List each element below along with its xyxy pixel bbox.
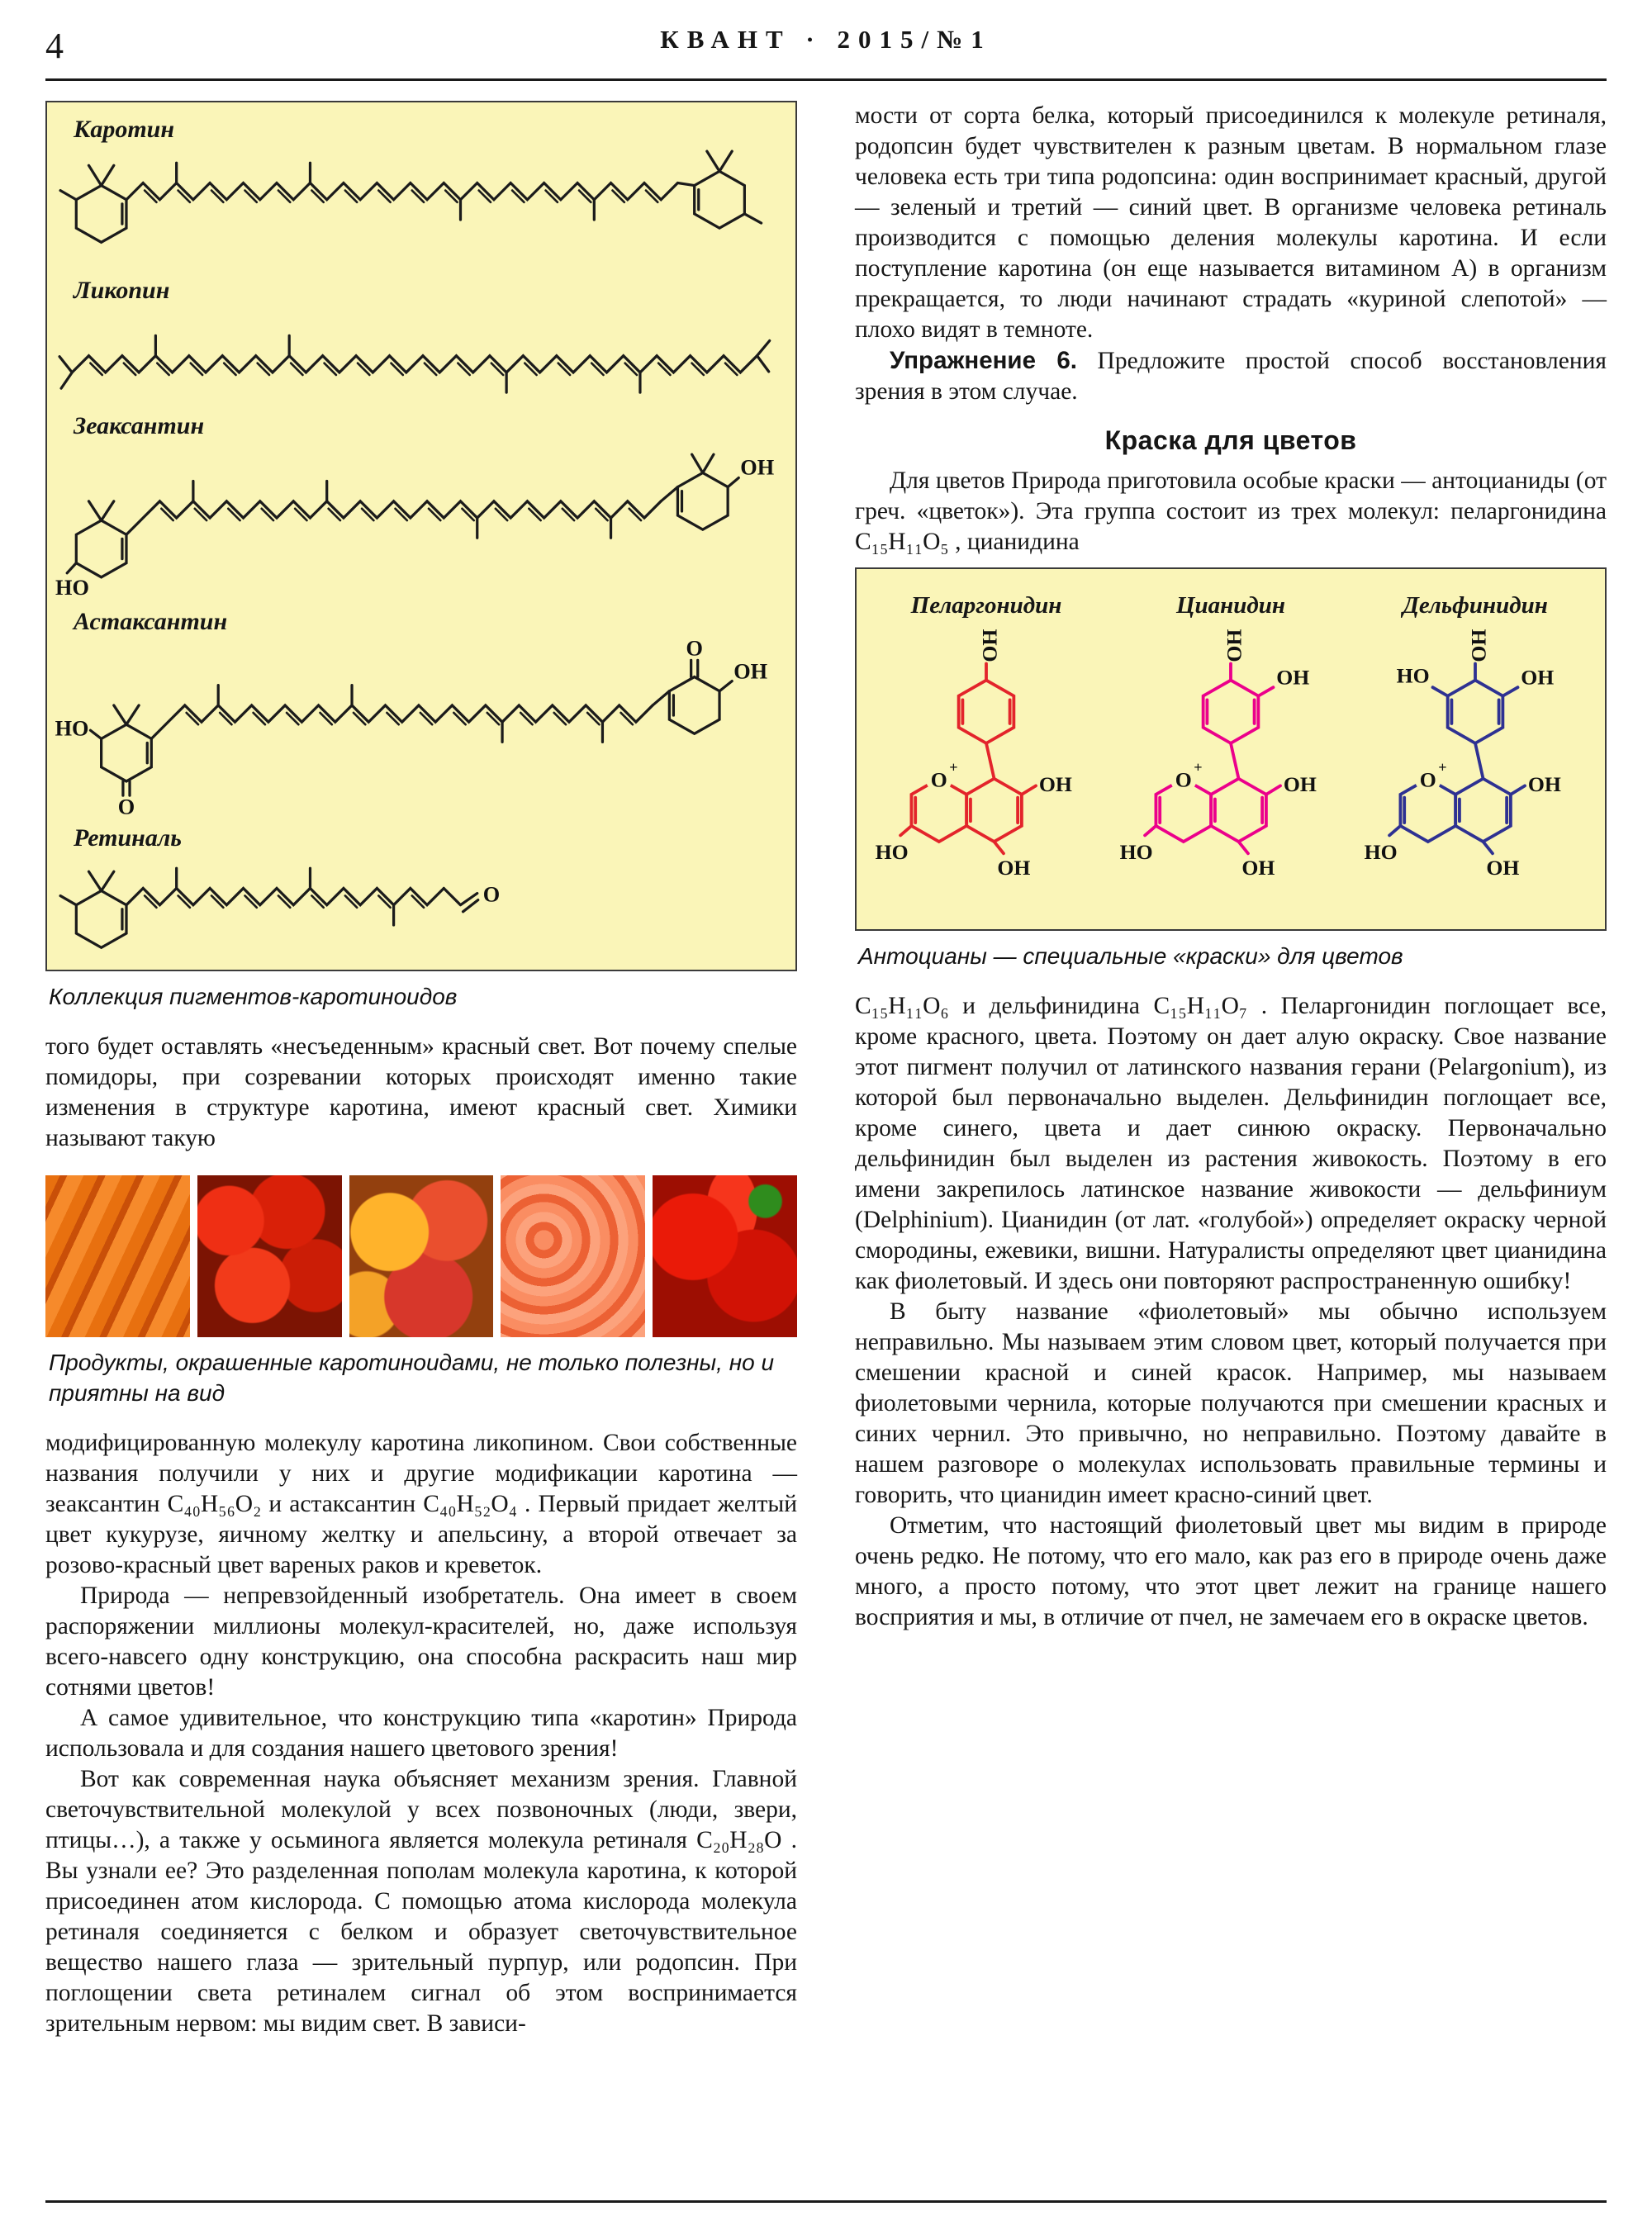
oh-label: OH [733, 659, 768, 684]
zeaxanthin-structure [55, 441, 790, 601]
o-plus-label: O [1175, 767, 1192, 792]
exercise-paragraph [855, 345, 1607, 407]
body-paragraph: Вот как современная наука объясняет механизм зрения. Главной светочувствительной молекулой у всех позвоночных (люди, звери, птицы…), а также у осьминога является молекула ретиналя C₂₀H₂₈O . Вы узнали ее? Это разделенная пополам молекула каротина, к которой присоединен атом кислорода. С помощью атома кислорода молекула ретиналя соединяется с белком и образует светочувствительное вещество нашего глаза — зрительный пурпур, или родопсин. При поглощении света ретиналем сигнал об этом воспринимается зрительным нервом: мы видим свет. В зависи- [45, 1766, 797, 2038]
ho-label: HO [55, 716, 89, 741]
delphinidin-structure [1357, 623, 1593, 916]
lycopene-structure [55, 306, 790, 406]
ho-label: HO [1396, 663, 1430, 688]
body-paragraph: Отметим, что настоящий фиолетовый цвет мы видим в природе очень редко. Не потому, что его мало, как раз его в природе очень даже много, а просто потому, что этот цвет лежит на границе нашего восприятия и мы, в отличие от пчел, не замечаем его в окраске цветов. [855, 1511, 1607, 1630]
body-paragraph: В быту название «фиолетовый» мы обычно используем неправильно. Мы называем этим словом цвет, который получается при смешении красной и синей красок. Например, мы называем фиолетовыми чернила, которые получаются при смешении красных и синих чернил. Это привычно, но неправильно. Поэтому давайте в нашем разговоре о молекулах использовать правильные термины и говорить, что цианидин имеет красно-синий цвет. [855, 1298, 1607, 1508]
photo-caption: Продукты, окрашенные каротиноидами, не только полезны, но и приятны на вид [49, 1350, 775, 1407]
oh-label: OH [997, 856, 1031, 880]
cyanidin-column [1113, 591, 1349, 916]
retinal-structure [55, 853, 790, 970]
photo-carrots [45, 1175, 190, 1337]
photo-fruit [349, 1175, 494, 1337]
o-label: O [482, 882, 501, 907]
bottom-rule [45, 2200, 1607, 2203]
delphinidin-column [1357, 591, 1593, 916]
oh-label: OH [977, 629, 1002, 662]
journal-masthead [45, 25, 1607, 55]
body-paragraph: того будет оставлять «несъеденным» красный свет. Вот почему спелые помидоры, при созревании которых происходят именно такие изменения в структуре каротина, имеют красный свет. Химики называют такую [45, 1033, 797, 1152]
molecule-name-delphinidin: Дельфинидин [1403, 592, 1548, 619]
anthocyanin-figure [855, 567, 1607, 931]
molecule-name-cyanidin: Цианидин [1175, 592, 1286, 619]
plus-sign: + [1438, 759, 1447, 776]
oh-label: OH [1038, 772, 1072, 797]
body-paragraph: Для цветов Природа приготовила особые краски — антоцианиды (от греч. «цветок»). Эта группа состоит из трех молекул: пеларгонидина C₁₅H₁₁O₅ , цианидина [855, 467, 1607, 555]
photo-peppers [653, 1175, 797, 1337]
photo-tomatoes [197, 1175, 342, 1337]
oh-label: OH [740, 455, 775, 480]
ho-label: HO [1364, 839, 1398, 864]
oh-label: OH [1527, 772, 1561, 797]
body-paragraph: Природа — непревзойденный изобретатель. Она имеет в своем распоряжении миллионы молекул-красителей, но, даже используя всего-навсего одну конструкцию, она способна раскрасить наш мир сотнями цветов! [45, 1583, 797, 1701]
left-column [45, 101, 797, 2039]
o-plus-label: O [1419, 767, 1436, 792]
oh-label: OH [1521, 665, 1555, 690]
body-paragraph: А самое удивительное, что конструкцию типа «каротин» Природа использовала и для создания нашего цветового зрения! [45, 1705, 797, 1763]
plus-sign: + [1194, 759, 1203, 776]
molecule-name-lycopene: Ликопин [74, 276, 170, 304]
body-paragraph: модифицированную молекулу каротина ликопином. Свои собственные названия получили у них и другие модификации каротина — зеаксантин C₄₀H₅₆O₂ и астаксантин C₄₀H₅₂O₄ . Первый придает желтый цвет кукурузе, яичному желтку и апельсину, а второй отвечает за розово-красный цвет вареных раков и креветок. [45, 1430, 797, 1579]
oh-label: OH [1241, 856, 1275, 880]
oh-label: OH [1283, 772, 1317, 797]
page-header [45, 25, 1607, 81]
o-label: O [686, 637, 703, 661]
carotene-structure [55, 145, 790, 270]
section-heading: Краска для цветов [1104, 425, 1357, 455]
separator-dot: · [805, 25, 823, 54]
ho-label: HO [875, 839, 909, 864]
exercise-label: Упражнение 6. [890, 347, 1077, 374]
body-paragraph: C₁₅H₁₁O₆ и дельфинидина C₁₅H₁₁O₇ . Пеларгонидин поглощает все, кроме красного, цвета. Поэтому он дает алую окраску. Свое название этот пигмент получил от латинского названия герани (Pelargonium), из которой был первоначально выделен. Дельфинидин поглощает все, кроме синего, цвета и дает синюю окраску. Первоначально дельфинидин был выделен из растения живокость. Поэтому в его имени закрепилось латинское название живокости — дельфиниум (Delphinium). Цианидин (от лат. «голубой») определяет окраску черной смородины, ежевики, вишни. Натуралисты определяют цвет цианидина как фиолетовый. И здесь они повторяют распространенную ошибку! [855, 992, 1607, 1294]
o-label: O [117, 795, 135, 818]
carotenoid-caption: Коллекция пигментов-каротиноидов [49, 984, 458, 1010]
journal-name: КВАНТ [660, 25, 791, 54]
pelargonidin-column [868, 591, 1104, 916]
ho-label: HO [1119, 839, 1153, 864]
food-photo-strip [45, 1175, 797, 1337]
molecule-name-pelargonidin: Пеларгонидин [910, 592, 1062, 619]
plus-sign: + [949, 759, 958, 776]
carotenoid-figure [45, 101, 797, 971]
molecule-name-astaxanthin: Астаксантин [74, 608, 228, 636]
body-paragraph: мости от сорта белка, который присоединился к молекуле ретиналя, родопсин будет чувствителен к разным цветам. В нормальном глазе человека есть три типа родопсина: один воспринимает красный, другой — зеленый и третий — синий цвет. В организме человека ретиналь производится с помощью деления молекулы каротина. И если поступление каротина (он еще называется витамином А) в организм прекращается, то люди начинают страдать «куриной слепотой» — плохо видят в темноте. [855, 102, 1607, 343]
astaxanthin-structure [55, 637, 790, 817]
pelargonidin-structure [868, 623, 1104, 916]
molecule-name-retinal: Ретиналь [74, 823, 182, 852]
oh-label: OH [1466, 629, 1491, 662]
two-column-layout [45, 101, 1607, 2039]
molecule-name-zeaxanthin: Зеаксантин [74, 412, 205, 440]
ho-label: HO [55, 576, 89, 600]
cyanidin-structure [1113, 623, 1349, 916]
exercise-text: Предложите простой способ восстановления зрения в этом случае. [855, 348, 1607, 405]
photo-shrimp [501, 1175, 645, 1337]
oh-label: OH [1222, 629, 1246, 662]
journal-issue: 2015/№1 [837, 25, 992, 54]
molecule-name-carotene: Каротин [74, 116, 175, 143]
oh-label: OH [1276, 665, 1310, 690]
oh-label: OH [1486, 856, 1520, 880]
o-plus-label: O [930, 767, 947, 792]
anthocyanin-caption: Антоцианы — специальные «краски» для цветов [858, 942, 1403, 969]
page-number: 4 [45, 26, 64, 66]
right-column [855, 101, 1607, 2039]
